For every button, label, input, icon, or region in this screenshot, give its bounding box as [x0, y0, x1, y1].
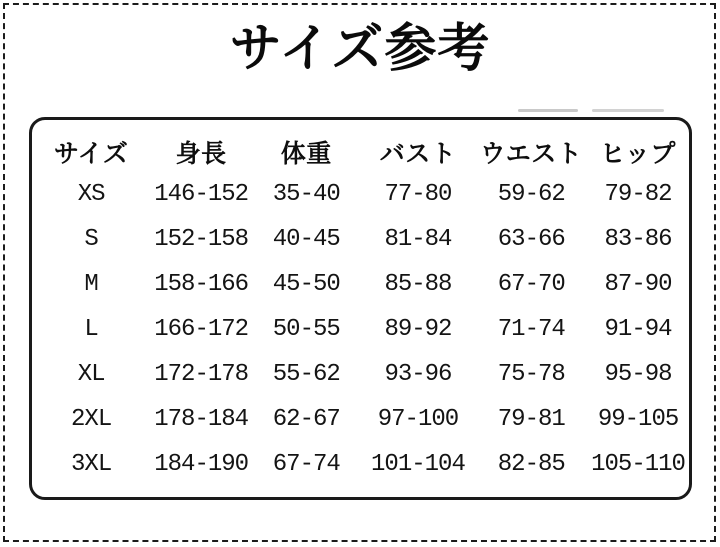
hip-value: 99-105 — [597, 406, 679, 433]
weight-value: 50-55 — [272, 316, 340, 343]
hip-value: 95-98 — [604, 361, 672, 388]
column-header-hip: ヒップ — [600, 140, 676, 168]
height-value: 166-172 — [154, 316, 249, 343]
size-label: XS — [77, 181, 105, 208]
height-value: 158-166 — [154, 271, 249, 298]
height-value: 178-184 — [154, 406, 249, 433]
waist-value: 79-81 — [497, 406, 565, 433]
smudge-mark — [592, 109, 664, 112]
waist-value: 75-78 — [497, 361, 565, 388]
bust-value: 97-100 — [377, 406, 459, 433]
column-header-bust: バスト — [379, 140, 457, 168]
table-row — [32, 442, 689, 487]
waist-value: 59-62 — [497, 181, 565, 208]
size-table — [29, 117, 692, 500]
table-row — [32, 307, 689, 352]
weight-value: 45-50 — [272, 271, 340, 298]
column-header-size: サイズ — [53, 140, 129, 168]
bust-value: 77-80 — [384, 181, 452, 208]
size-label: S — [84, 226, 98, 253]
column-header-height: 身長 — [175, 140, 227, 168]
weight-value: 35-40 — [272, 181, 340, 208]
height-value: 172-178 — [154, 361, 249, 388]
table-header-row — [32, 132, 689, 172]
table-row — [32, 262, 689, 307]
bust-value: 89-92 — [384, 316, 452, 343]
weight-value: 40-45 — [272, 226, 340, 253]
waist-value: 67-70 — [497, 271, 565, 298]
table-row — [32, 172, 689, 217]
height-value: 184-190 — [154, 451, 249, 478]
column-header-weight: 体重 — [280, 140, 332, 168]
size-label: M — [84, 271, 98, 298]
column-header-waist: ウエスト — [480, 140, 583, 168]
size-label: L — [84, 316, 98, 343]
weight-value: 55-62 — [272, 361, 340, 388]
bust-value: 93-96 — [384, 361, 452, 388]
height-value: 146-152 — [154, 181, 249, 208]
table-row — [32, 397, 689, 442]
waist-value: 71-74 — [497, 316, 565, 343]
hip-value: 87-90 — [604, 271, 672, 298]
size-label: XL — [77, 361, 105, 388]
table-row — [32, 217, 689, 262]
bust-value: 85-88 — [384, 271, 452, 298]
hip-value: 105-110 — [591, 451, 685, 478]
waist-value: 82-85 — [497, 451, 565, 478]
smudge-mark — [518, 109, 578, 112]
bust-value: 101-104 — [371, 451, 465, 478]
weight-value: 67-74 — [272, 451, 340, 478]
weight-value: 62-67 — [272, 406, 340, 433]
size-label: 2XL — [71, 406, 112, 433]
hip-value: 79-82 — [604, 181, 672, 208]
size-label: 3XL — [71, 451, 112, 478]
page-title: サイズ参考 — [229, 20, 491, 78]
table-row — [32, 352, 689, 397]
waist-value: 63-66 — [497, 226, 565, 253]
bust-value: 81-84 — [384, 226, 452, 253]
height-value: 152-158 — [154, 226, 249, 253]
hip-value: 91-94 — [604, 316, 672, 343]
hip-value: 83-86 — [604, 226, 672, 253]
